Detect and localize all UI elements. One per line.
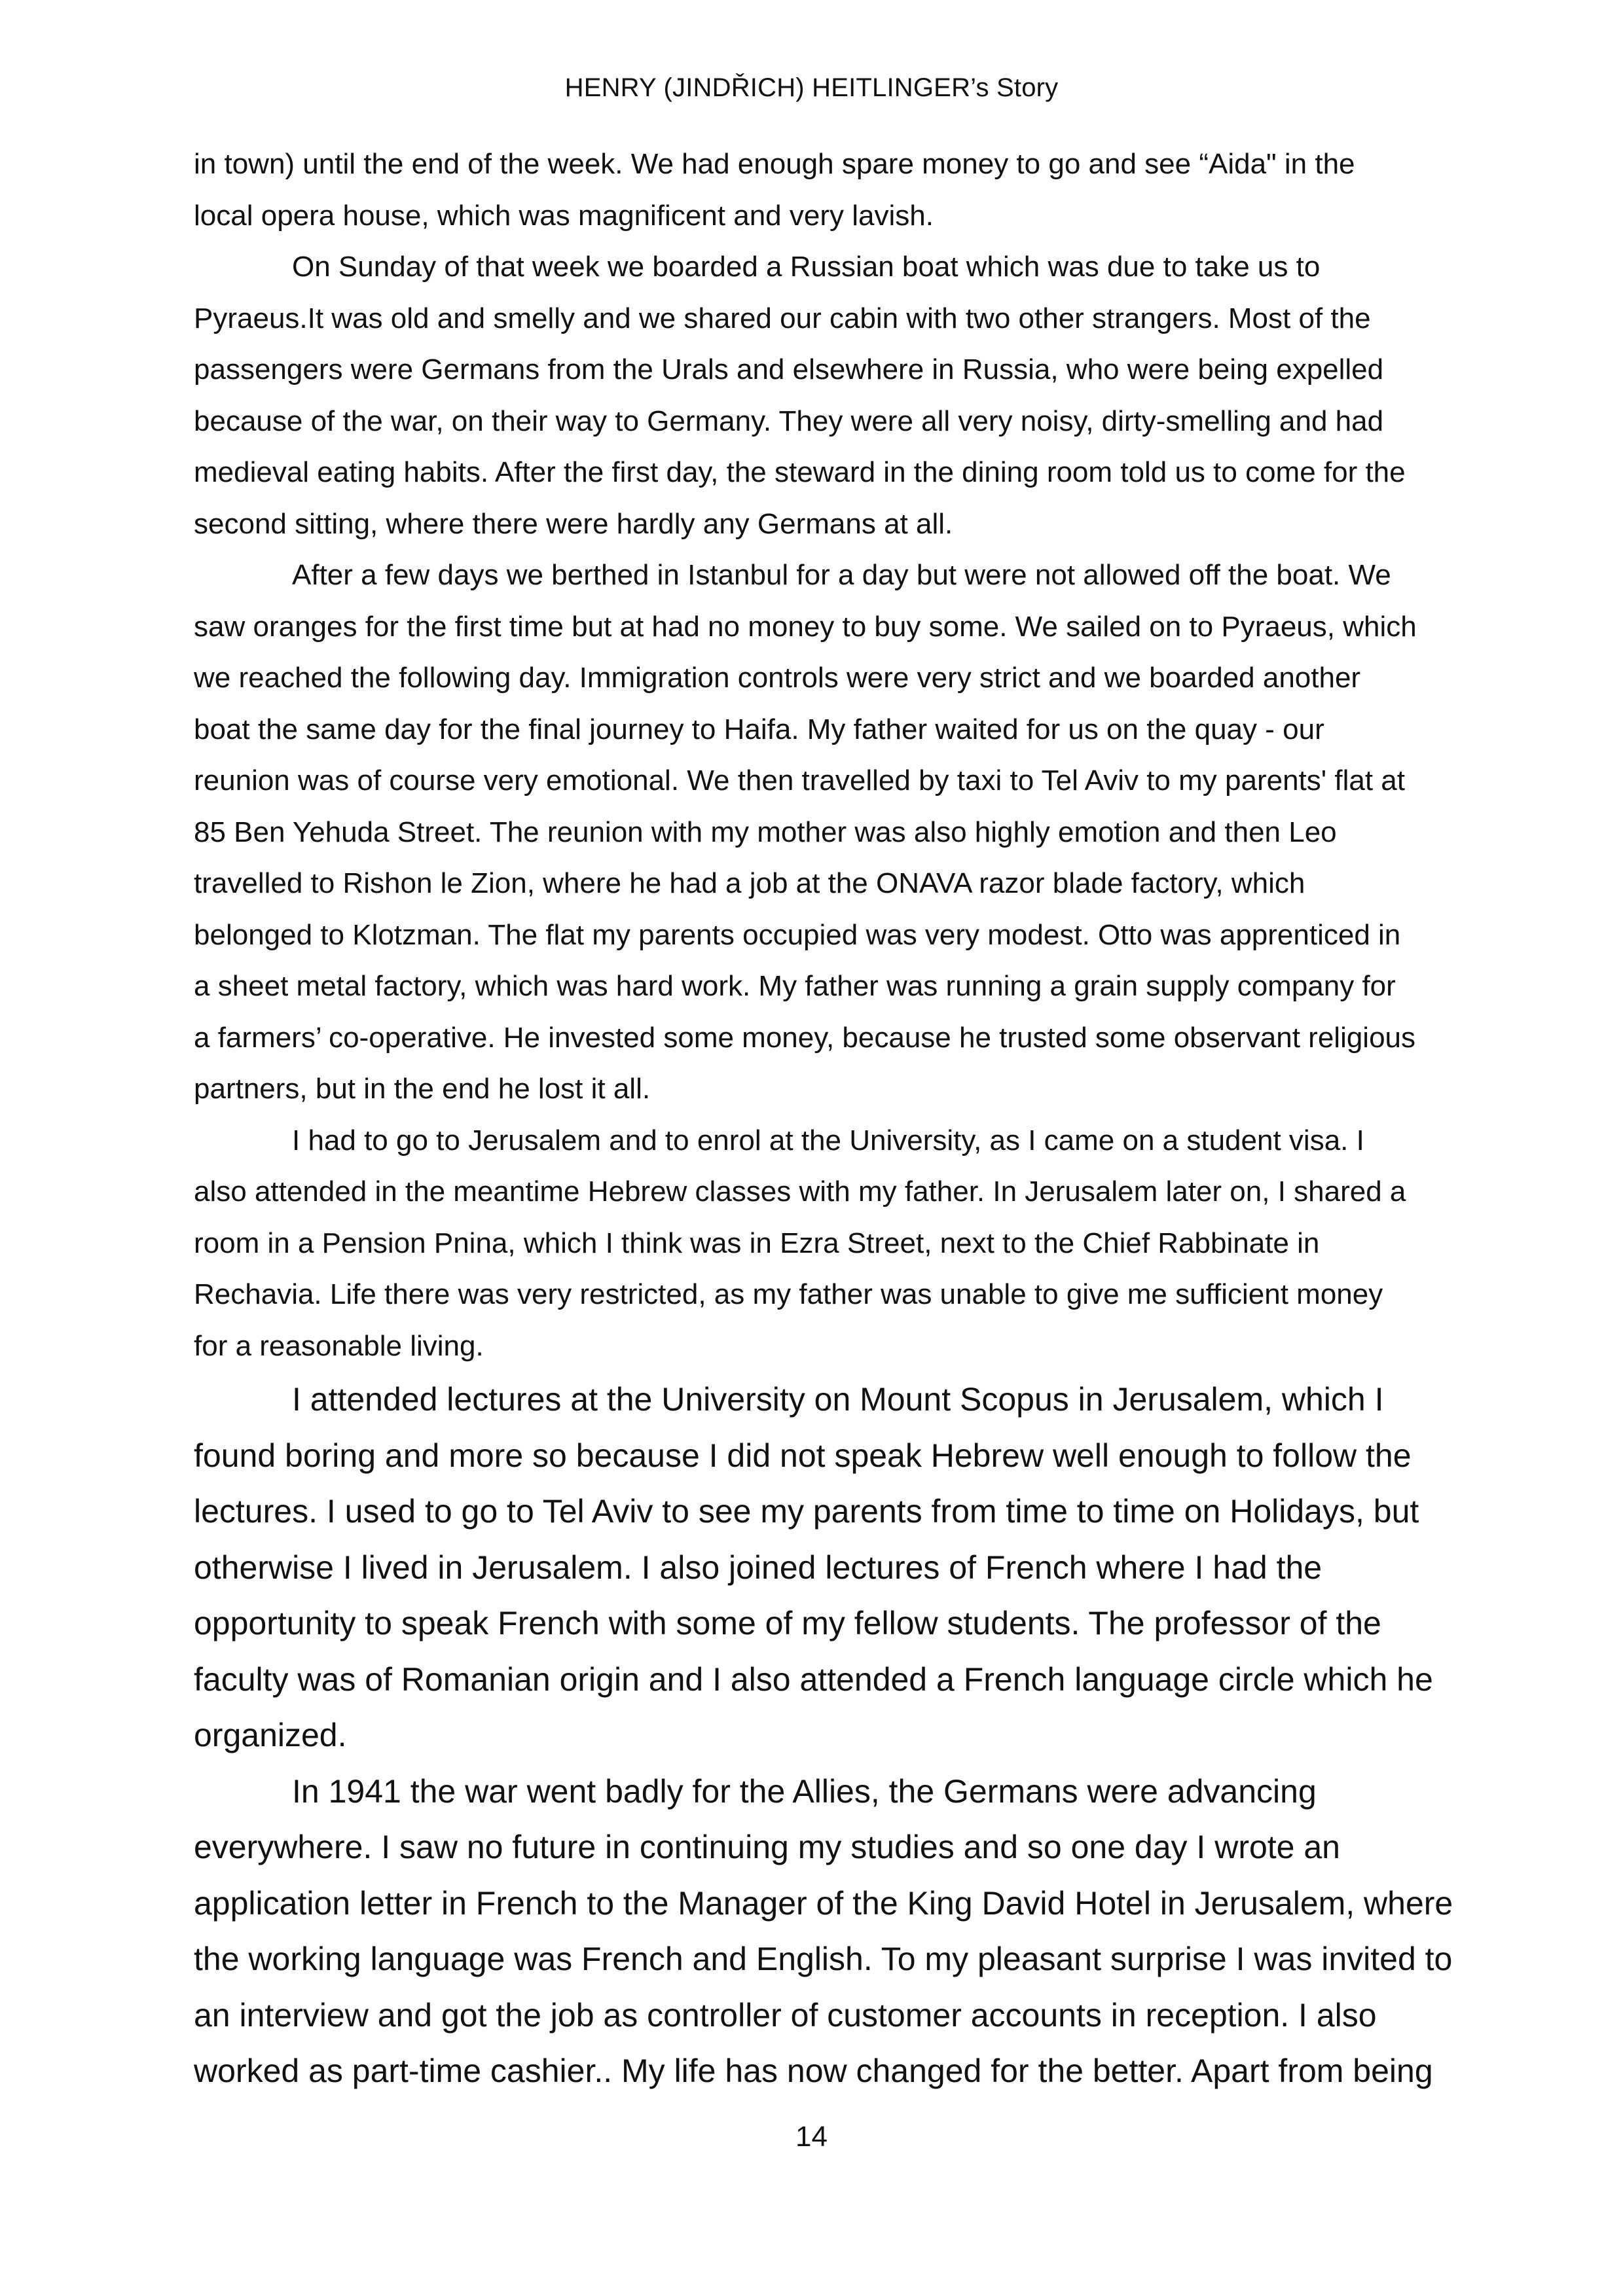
page-header-title: HENRY (JINDŘICH) HEITLINGER’s Story xyxy=(564,73,1059,102)
paragraph-mount-scopus-lectures: I attended lectures at the University on Mount Scopus in Jerusalem, which I found boring and more so because I did not speak Hebrew well enough to follow the lectures. I used to go to Tel Aviv to see my parents from time to time on Holidays, but otherwise I lived in Jerusalem. I also joined lectures of French where I had the opportunity to speak French with some of my fellow students. The professor of the faculty was of Romanian origin and I also attended a French language circle which he organized. xyxy=(194,1381,1433,1753)
paragraph-continuation: in town) until the end of the week. We had enough spare money to go and see “Aida" in the local opera house, which was magnificent and very lavish. xyxy=(194,148,1355,232)
paragraph-king-david-hotel: In 1941 the war went badly for the Allies, the Germans were advancing everywhere. I saw no future in continuing my studies and so one day I wrote an application letter in French to the Manager of the King David Hotel in Jerusalem, where the working language was French and English. To my pleasant surprise I was invited to an interview and got the job as controller of customer accounts in reception. I also worked as part-time cashier.. My life has now changed for the better. Apart from being xyxy=(194,1772,1453,2089)
paragraph-jerusalem-university: I had to go to Jerusalem and to enrol at the University, as I came on a student visa. I also attended in the meantime Hebrew classes with my father. In Jerusalem later on, I shared a room in a Pension Pnina, which I think was in Ezra Street, next to the Chief Rabbinate in Rechavia. Life there was very restricted, as my father was unable to give me sufficient money for a reasonable living. xyxy=(194,1124,1406,1362)
document-body xyxy=(194,139,1464,2100)
paragraph-istanbul-haifa: After a few days we berthed in Istanbul for a day but were not allowed off the boat. We saw oranges for the first time but at had no money to buy some. We sailed on to Pyraeus, which we reached the following day. Immigration controls were very strict and we boarded another boat the same day for the final journey to Haifa. My father waited for us on the quay - our reunion was of course very emotional. We then travelled by taxi to Tel Aviv to my parents' flat at 85 Ben Yehuda Street. The reunion with my mother was also highly emotion and then Leo travelled to Rishon le Zion, where he had a job at the ONAVA razor blade factory, which belonged to Klotzman. The flat my parents occupied was very modest. Otto was apprenticed in a sheet metal factory, which was hard work. My father was running a grain supply company for a farmers’ co-operative. He invested some money, because he trusted some observant religious partners, but in the end he lost it all. xyxy=(194,559,1417,1105)
paragraph-russian-boat: On Sunday of that week we boarded a Russian boat which was due to take us to Pyraeus.It was old and smelly and we shared our cabin with two other strangers. Most of the passengers were Germans from the Urals and elsewhere in Russia, who were being expelled because of the war, on their way to Germany. They were all very noisy, dirty-smelling and had medieval eating habits. After the first day, the steward in the dining room told us to come for the second sitting, where there were hardly any Germans at all. xyxy=(194,251,1406,540)
page-number: 14 xyxy=(795,2121,828,2153)
